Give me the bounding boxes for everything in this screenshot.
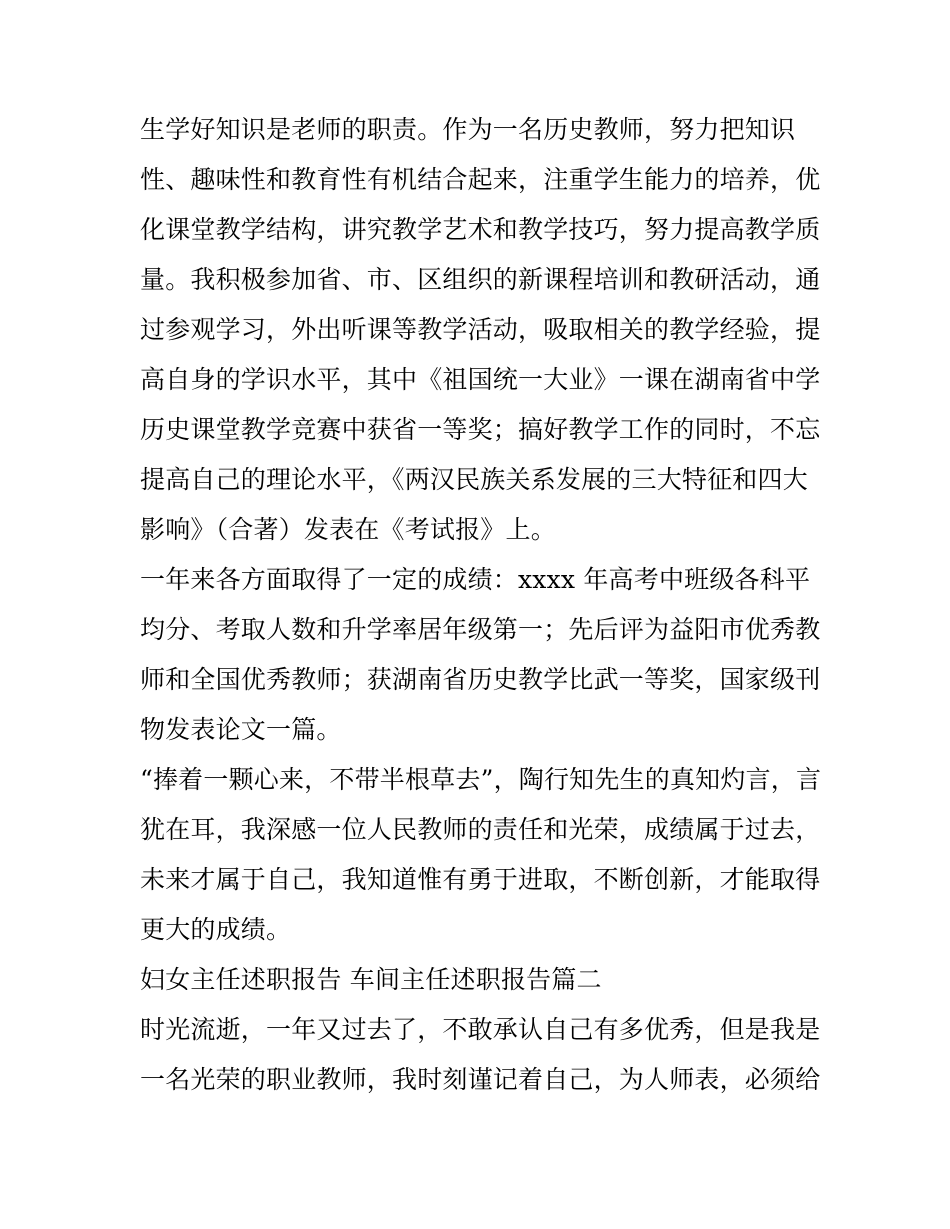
text-line: 犹在耳，我深感一位人民教师的责任和光荣，成绩属于过去， bbox=[140, 815, 821, 844]
text-line: 影响》（合著）发表在《考试报》上。 bbox=[140, 515, 556, 544]
section-heading: 妇女主任述职报告 车间主任述职报告篇二 bbox=[140, 965, 602, 994]
text-line: 一名光荣的职业教师，我时刻谨记着自己，为人师表，必须给 bbox=[140, 1065, 821, 1094]
text-line: 历史课堂教学竞赛中获省一等奖；搞好教学工作的同时，不忘 bbox=[140, 415, 821, 444]
text-line: 性、趣味性和教育性有机结合起来，注重学生能力的培养，优 bbox=[140, 165, 821, 194]
text-line: 提高自己的理论水平，《两汉民族关系发展的三大特征和四大 bbox=[140, 465, 808, 494]
text-line: 高自身的学识水平，其中《祖国统一大业》一课在湖南省中学 bbox=[140, 365, 821, 394]
text-line: 生学好知识是老师的职责。作为一名历史教师，努力把知识 bbox=[140, 115, 796, 144]
text-line: 师和全国优秀教师；获湖南省历史教学比武一等奖，国家级刊 bbox=[140, 665, 821, 694]
text-line: “捧着一颗心来，不带半根草去”，陶行知先生的真知灼言，言 bbox=[140, 765, 822, 794]
text-line: 化课堂教学结构，讲究教学艺术和教学技巧，努力提高教学质 bbox=[140, 215, 821, 244]
text-line: 时光流逝，一年又过去了，不敢承认自己有多优秀，但是我是 bbox=[140, 1015, 821, 1044]
text-line: 物发表论文一篇。 bbox=[140, 715, 342, 744]
text-line: 一年来各方面取得了一定的成绩：xxxx 年高考中班级各科平 bbox=[140, 565, 811, 594]
text-line: 未来才属于自己，我知道惟有勇于进取，不断创新，才能取得 bbox=[140, 865, 821, 894]
text-line: 更大的成绩。 bbox=[140, 915, 292, 944]
text-line: 量。我积极参加省、市、区组织的新课程培训和教研活动，通 bbox=[140, 265, 821, 294]
text-line: 均分、考取人数和升学率居年级第一；先后评为益阳市优秀教 bbox=[140, 615, 821, 644]
text-line: 过参观学习，外出听课等教学活动，吸取相关的教学经验，提 bbox=[140, 315, 821, 344]
